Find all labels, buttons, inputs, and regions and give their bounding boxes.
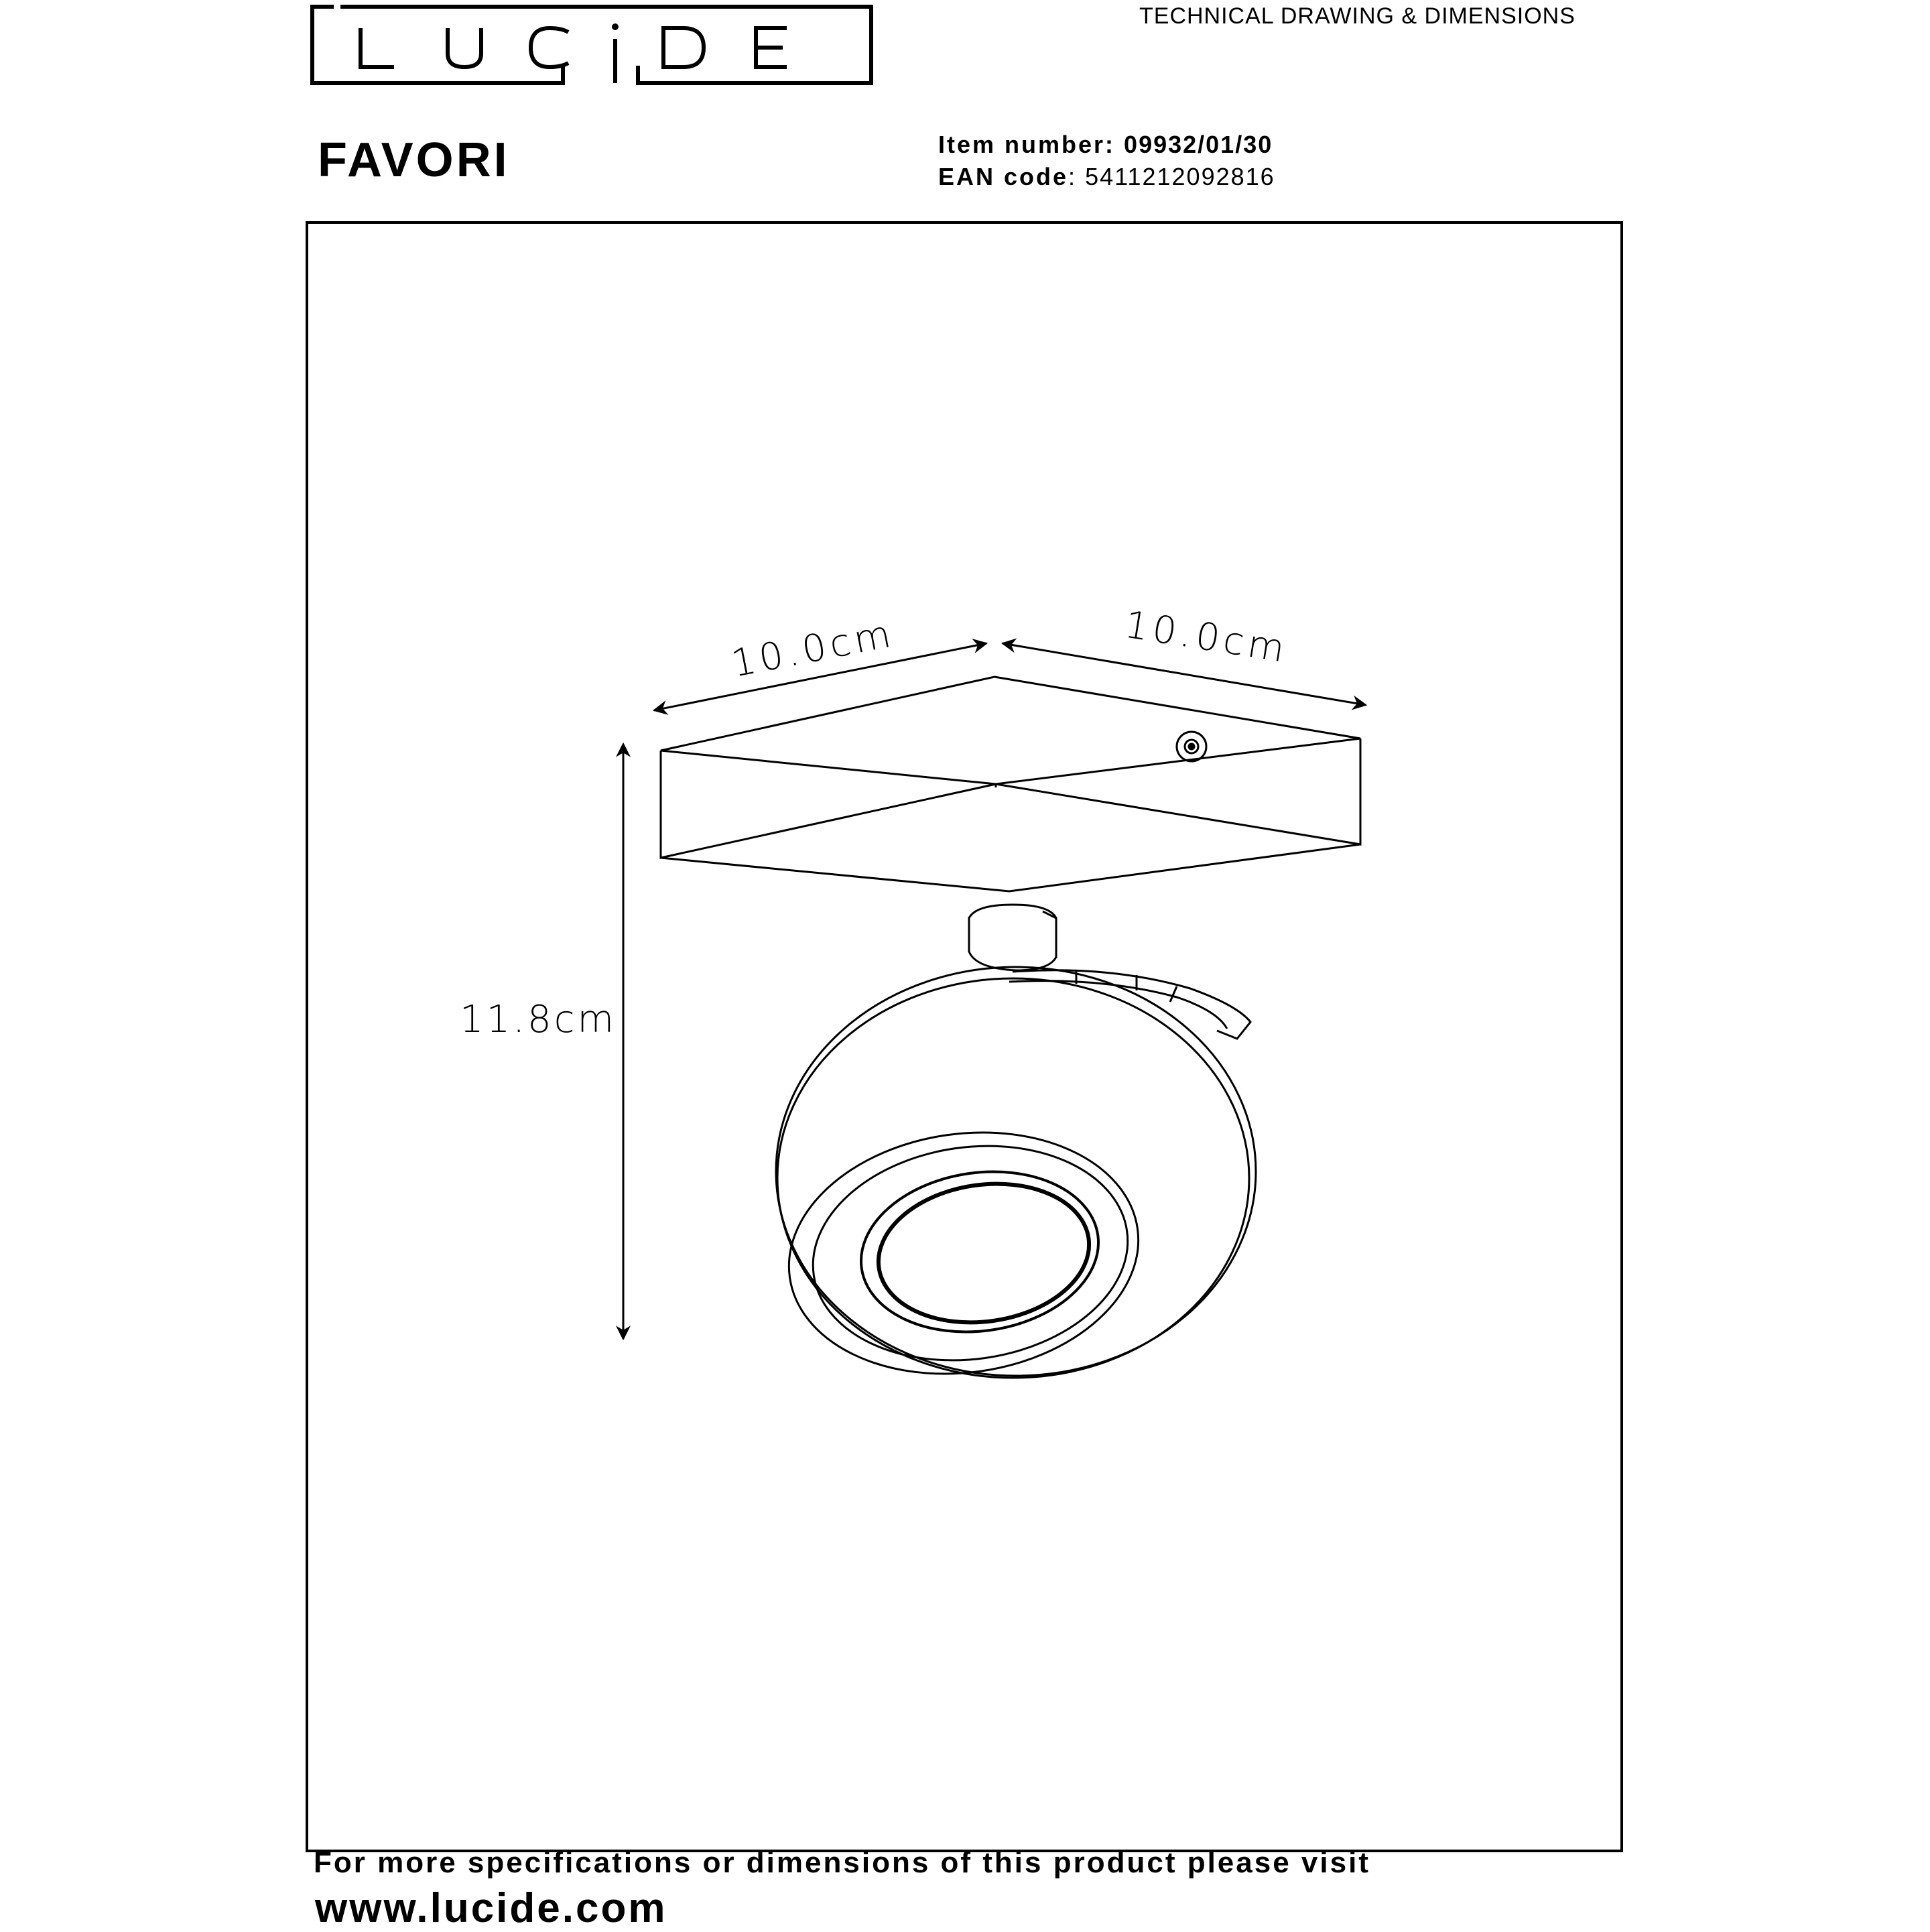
ean-line [938, 163, 1275, 191]
website-link[interactable]: www.lucide.com [315, 1885, 667, 1931]
spot-head [773, 967, 1256, 1396]
svg-text:LUCiDE: LUCiDE [307, 1, 310, 2]
ean-separator: : [1068, 163, 1077, 190]
ceiling-plate [661, 677, 1360, 891]
product-name: FAVORI [318, 133, 510, 187]
footer-note: For more specifications or dimensions of this product please visit [314, 1846, 1370, 1879]
dimension-lines [623, 643, 1366, 1339]
document-caption: TECHNICAL DRAWING & DIMENSIONS [1139, 3, 1575, 29]
item-number-line [938, 131, 1273, 159]
brand-logo [307, 1, 877, 87]
item-number-value: 09932/01/30 [1124, 131, 1273, 158]
dim-label-height: 11.8cm [460, 998, 617, 1041]
technical-drawing [306, 221, 1623, 1852]
screw-icon [1177, 732, 1206, 761]
spotlight-drawing [306, 221, 1623, 1852]
lucide-logo [307, 1, 877, 87]
ean-label: EAN code [938, 163, 1069, 190]
dim-label-width: 10.0cm [728, 611, 899, 686]
dim-label-depth: 10.0cm [1121, 602, 1291, 672]
item-number-label: Item number: [938, 131, 1116, 158]
stem-bracket [969, 905, 1250, 1039]
ean-value: 5411212092816 [1085, 163, 1275, 190]
